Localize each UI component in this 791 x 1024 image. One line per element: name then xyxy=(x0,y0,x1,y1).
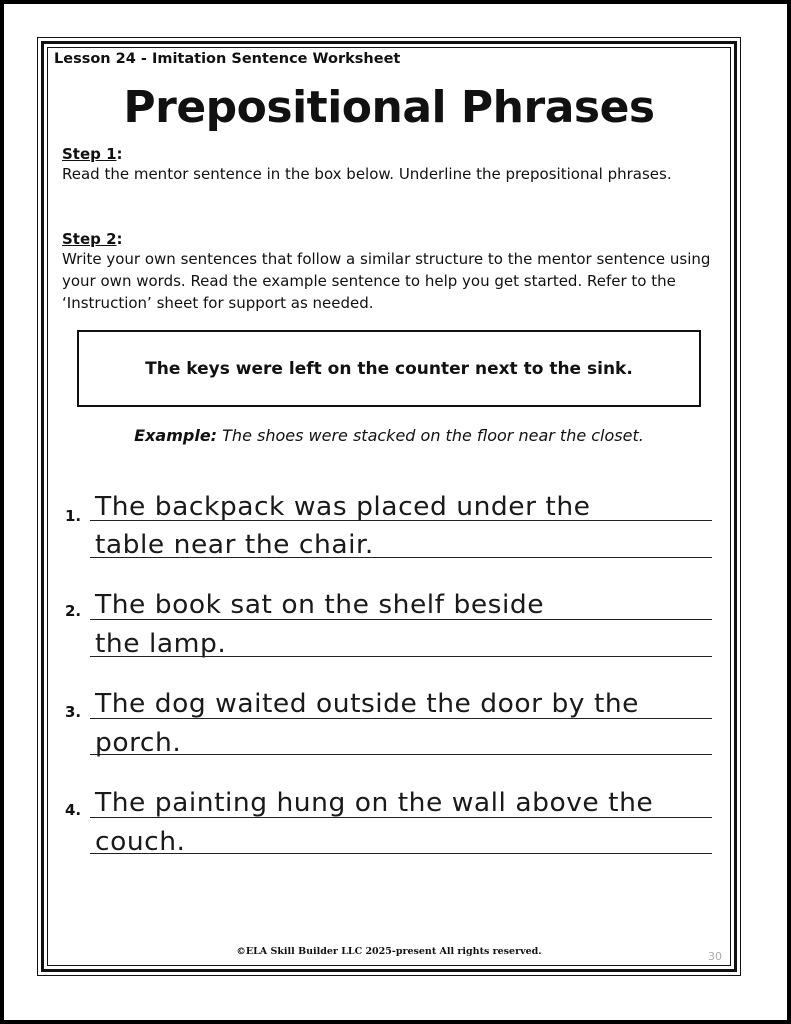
mentor-sentence: The keys were left on the counter next to the sink. xyxy=(145,358,633,379)
writing-line[interactable] xyxy=(90,718,712,719)
handwritten-answer-line: The painting hung on the wall above the xyxy=(95,788,654,818)
lesson-label: Lesson 24 - Imitation Sentence Worksheet xyxy=(54,51,401,67)
step2-colon: : xyxy=(116,230,123,248)
handwritten-answer-line: porch. xyxy=(95,728,182,758)
answer-number: 3. xyxy=(65,703,82,721)
page-title: Prepositional Phrases xyxy=(123,82,655,133)
example-label: Example: xyxy=(134,426,218,445)
writing-line[interactable] xyxy=(90,853,712,854)
answer-number: 1. xyxy=(65,507,82,525)
step1-instructions: Read the mentor sentence in the box below. Underline the prepositional phrases. xyxy=(62,165,672,183)
mentor-sentence-box xyxy=(77,330,701,407)
writing-line[interactable] xyxy=(90,557,712,558)
handwritten-answer-line: the lamp. xyxy=(95,629,227,659)
writing-line[interactable] xyxy=(90,754,712,755)
writing-line[interactable] xyxy=(90,520,712,521)
handwritten-answer-line: The book sat on the shelf beside xyxy=(95,590,545,620)
step1-heading-text: Step 1 xyxy=(62,145,117,163)
handwritten-answer-line: The backpack was placed under the xyxy=(95,492,591,522)
writing-line[interactable] xyxy=(90,656,712,657)
handwritten-answer-line: couch. xyxy=(95,827,186,857)
writing-line[interactable] xyxy=(90,619,712,620)
step2-instructions: Write your own sentences that follow a similar structure to the mentor sentence using your own words. Read the example sentence to help you get started. Refer to the ‘Instruction’ sheet for support as needed. xyxy=(62,250,711,312)
handwritten-answer-line: The dog waited outside the door by the xyxy=(95,689,639,719)
answer-number: 2. xyxy=(65,602,82,620)
answer-number: 4. xyxy=(65,801,82,819)
example-sentence xyxy=(47,426,731,445)
page-number: 30 xyxy=(708,950,722,963)
step2-heading xyxy=(62,230,123,248)
writing-line[interactable] xyxy=(90,817,712,818)
example-text: The shoes were stacked on the floor near the closet. xyxy=(217,426,644,445)
copyright-footer: ©ELA Skill Builder LLC 2025-present All rights reserved. xyxy=(236,946,542,957)
step2-heading-text: Step 2 xyxy=(62,230,117,248)
step1-colon: : xyxy=(116,145,123,163)
handwritten-answer-line: table near the chair. xyxy=(95,530,374,560)
step1-heading xyxy=(62,145,123,163)
